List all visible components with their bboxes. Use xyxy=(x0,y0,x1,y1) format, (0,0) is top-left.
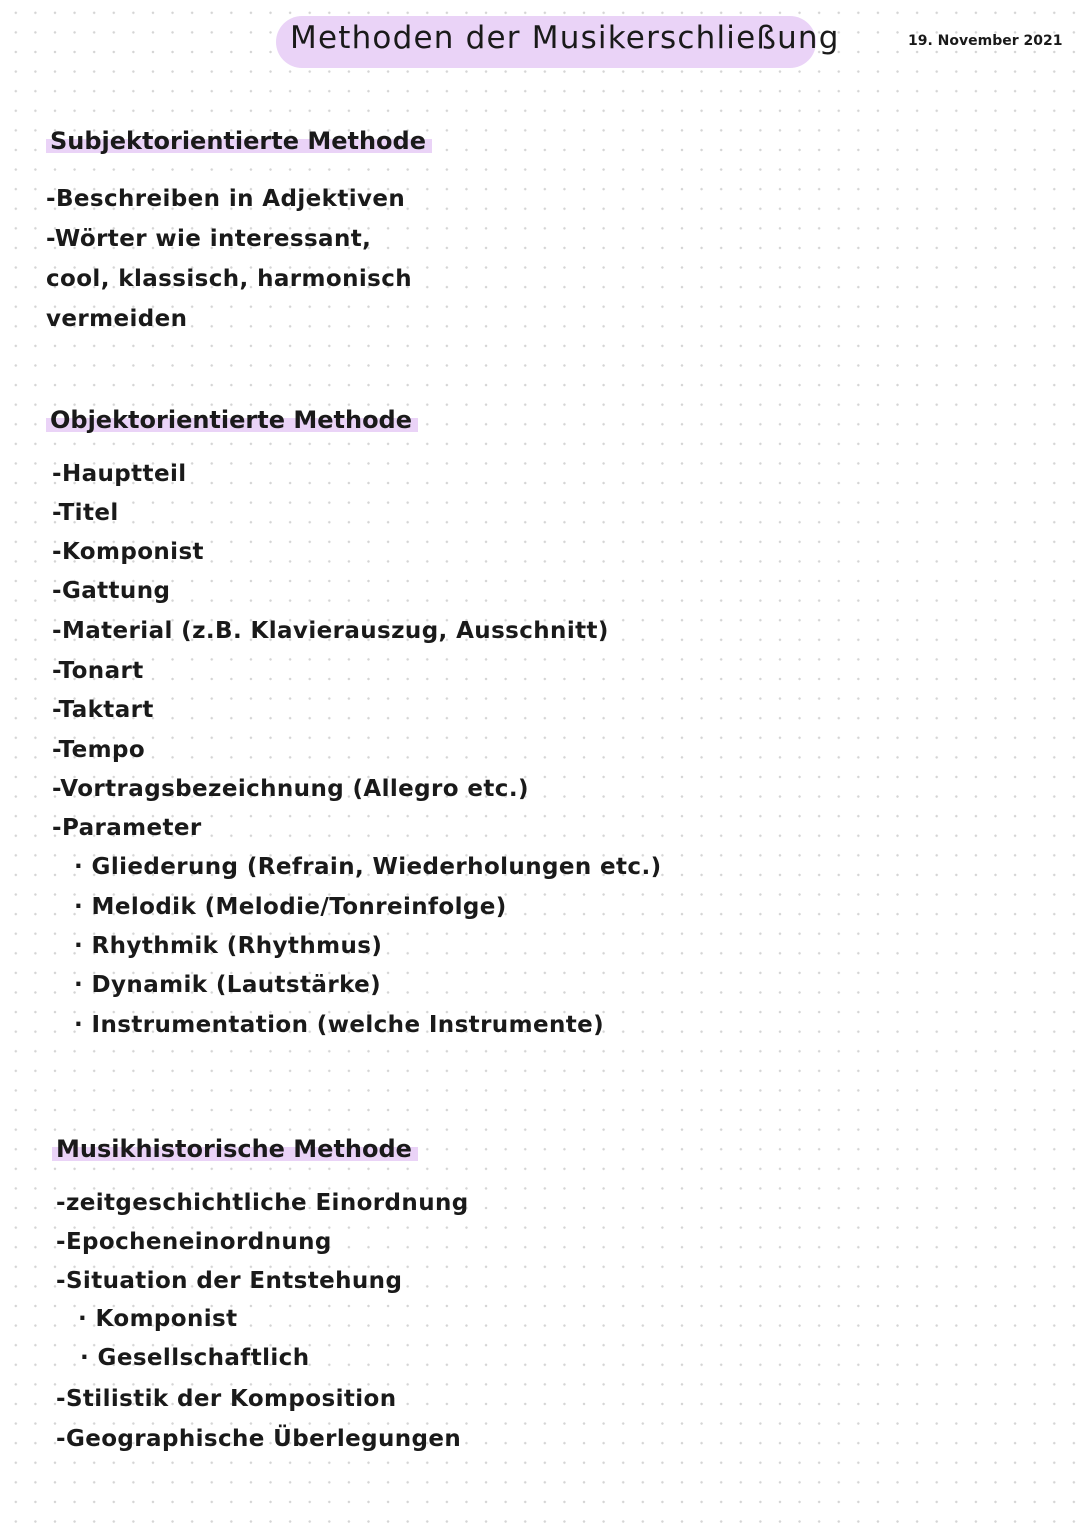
sub-list-item: · Instrumentation (welche Instrumente) xyxy=(74,1012,605,1038)
page-title: Methoden der Musikerschließung xyxy=(290,20,840,56)
sub-list-item: · Dynamik (Lautstärke) xyxy=(74,972,382,998)
sub-list-item: · Melodik (Melodie/Tonreinfolge) xyxy=(74,894,507,920)
list-item: -Epocheneinordnung xyxy=(56,1229,332,1255)
note-date: 19. November 2021 xyxy=(908,33,1063,49)
list-item: -Titel xyxy=(52,500,119,526)
list-item: cool, klassisch, harmonisch xyxy=(46,266,413,292)
list-item: -Beschreiben in Adjektiven xyxy=(46,186,406,212)
list-item: -Tonart xyxy=(52,658,144,684)
sub-list-item: · Komponist xyxy=(78,1306,238,1332)
sub-list-item: · Rhythmik (Rhythmus) xyxy=(74,933,383,959)
list-item: -Parameter xyxy=(52,815,202,841)
sub-list-item: · Gesellschaftlich xyxy=(80,1345,310,1371)
list-item: vermeiden xyxy=(46,306,188,332)
list-item: -Stilistik der Komposition xyxy=(56,1386,397,1412)
list-item: -Gattung xyxy=(52,578,171,604)
section-heading-subjektorientiert: Subjektorientierte Methode xyxy=(46,127,432,155)
list-item: -Tempo xyxy=(52,737,146,763)
list-item: -Hauptteil xyxy=(52,461,187,487)
list-item: -Material (z.B. Klavierauszug, Ausschnitt) xyxy=(52,618,609,644)
list-item: -zeitgeschichtliche Einordnung xyxy=(56,1190,469,1216)
list-item: -Vortragsbezeichnung (Allegro etc.) xyxy=(52,776,529,802)
section-heading-musikhistorisch: Musikhistorische Methode xyxy=(52,1135,418,1163)
list-item: -Komponist xyxy=(52,539,204,565)
list-item: -Taktart xyxy=(52,697,154,723)
section-heading-objektorientiert: Objektorientierte Methode xyxy=(46,406,418,434)
list-item: -Geographische Überlegungen xyxy=(56,1426,462,1452)
list-item: -Situation der Entstehung xyxy=(56,1268,403,1294)
list-item: -Wörter wie interessant, xyxy=(46,226,372,252)
sub-list-item: · Gliederung (Refrain, Wiederholungen etc.) xyxy=(74,854,662,880)
